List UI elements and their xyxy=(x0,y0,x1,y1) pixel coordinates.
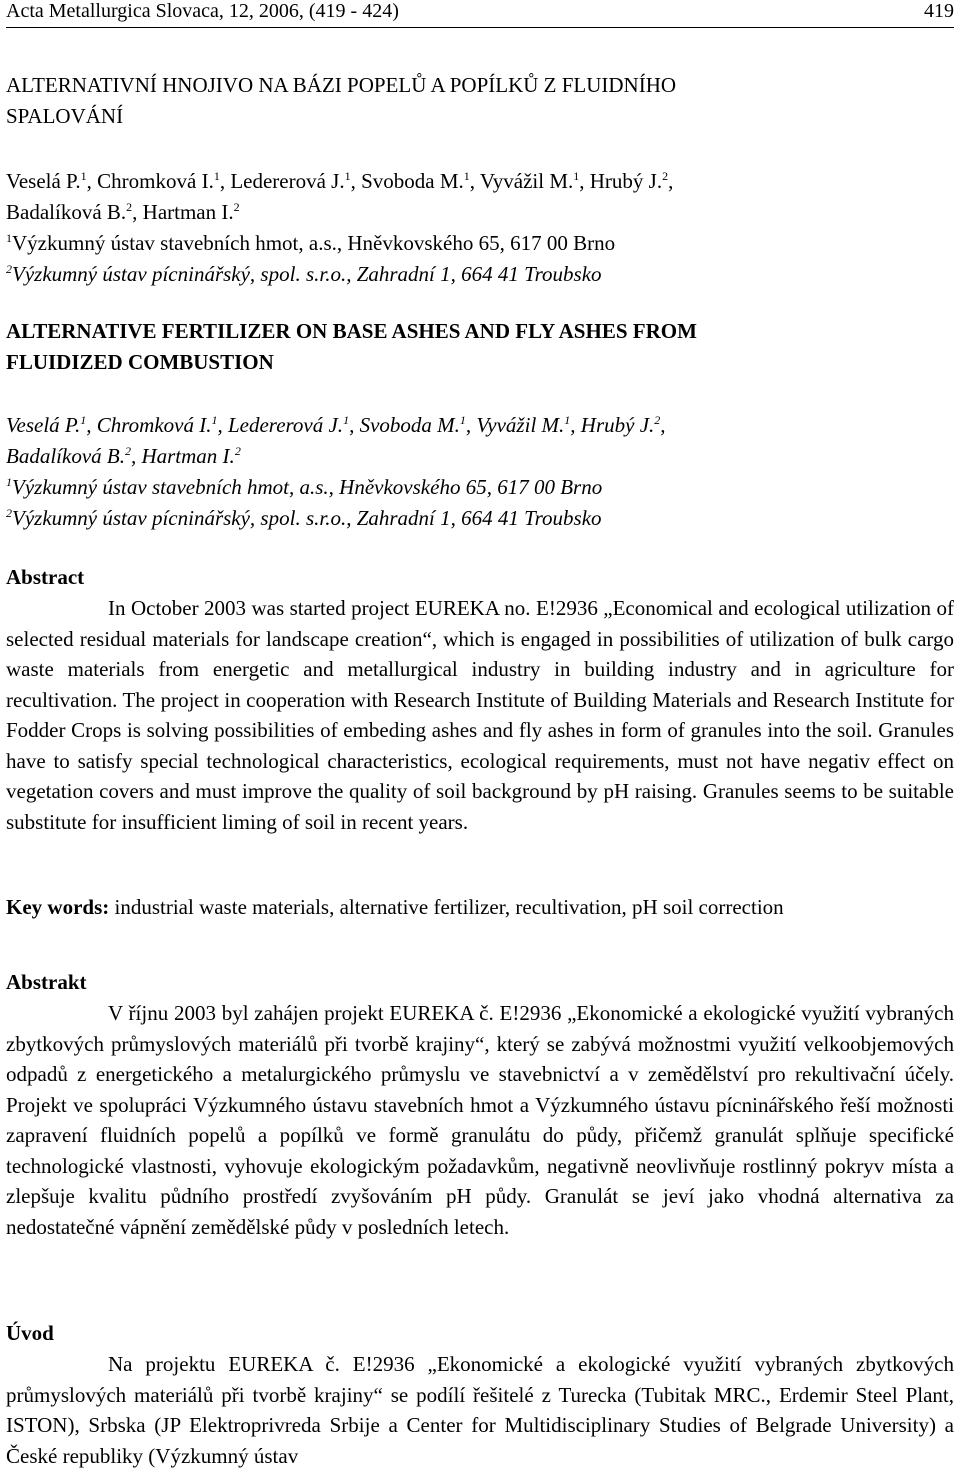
english-title: ALTERNATIVE FERTILIZER ON BASE ASHES AND FLY ASHES FROM FLUIDIZED COMBUSTION xyxy=(6,319,697,374)
abstract-cz-text: V říjnu 2003 byl zahájen projekt EUREKA č. E!2936 „Ekonomické a ekologické využití vybraných zbytkových průmyslových materiálů při tvorbě krajiny“, který se zabývá možnostmi využití velkoobjemových odpadů z energetického a metalurgického průmyslu ve stavebnictví a v zemědělství pro rekultivační účely. Projekt ve spolupráci Výzkumného ústavu stavebních hmot a Výzkumného ústavu pícninářského řeší možnosti zapravení fluidních popelů a popílků ve formě granulátu do půdy, přičemž granulát splňuje specifické technologické vlastnosti, vyhovuje ekologickým požadavkům, negativně neovlivňuje rostlinný pokryv místa a zlepšuje kvalitu půdního prostředí zvyšováním pH půdy. Granulát se jeví jako vhodná alternativa za nedostatečné vápnění zemědělské půdy v posledních letech. xyxy=(6,1001,954,1239)
intro-section xyxy=(6,1318,954,1471)
authors-cz: Veselá P.$^1$, Chromková I.$^1$, Ledererová J.$^1$, Svoboda M.$^1$, Vyvážil M.$^1$, Hrubý J.$^2$, Badalíková B.$^2$, Hartman I.$^2$ $^1$Výzkumný ústav stavebních hmot, a.s., Hněvkovského 65, 617 00 Brno $^2$Výzkumný ústav pícninářský, spol. s.r.o., Zahradní 1, 664 41 Troubsko xyxy=(6,166,954,290)
affiliation-1: $^1$Výzkumný ústav stavebních hmot, a.s., Hněvkovského 65, 617 00 Brno xyxy=(6,231,616,255)
intro-text: Na projektu EUREKA č. E!2936 „Ekonomické a ekologické využití vybraných zbytkových průmyslových materiálů při tvorbě krajiny“ se podílí řešitelé z Turecka (Tubitak MRC., Erdemir Steel Plant, ISTON), Srbska (JP Elektroprivreda Srbije a Center for Multidisciplinary Studies of Belgrade University) a České republiky (Výzkumný ústav xyxy=(6,1352,954,1468)
intro-heading: Úvod xyxy=(6,1321,54,1345)
abstract-en-text: In October 2003 was started project EUREKA no. E!2936 „Economical and ecological utilization of selected residual materials for landscape creation“, which is engaged in possibilities of utilization of bulk cargo waste materials from energetic and metallurgical industry in building industry and in agriculture for recultivation. The project in cooperation with Research Institute of Building Materials and Research Institute for Fodder Crops is solving possibilities of embeding ashes and fly ashes in form of granules into the soil. Granules have to satisfy special technological characteristics, ecological requirements, must not have negativ effect on vegetation covers and must improve the quality of soil background by pH raising. Granules seems to be suitable substitute for insufficient liming of soil in recent years. xyxy=(6,596,954,834)
affiliation-2: $^2$Výzkumný ústav pícninářský, spol. s.r.o., Zahradní 1, 664 41 Troubsko xyxy=(6,262,602,286)
journal-citation: Acta Metallurgica Slovaca, 12, 2006, (419 - 424) xyxy=(6,0,399,22)
abstract-cz-section xyxy=(6,967,954,1242)
abstrakt-heading: Abstrakt xyxy=(6,970,87,994)
header-rule xyxy=(6,27,954,28)
affiliation-2-en: $^2$Výzkumný ústav pícninářský, spol. s.r.o., Zahradní 1, 664 41 Troubsko xyxy=(6,506,602,530)
keywords-label: Key words: xyxy=(6,895,110,919)
page-number: 419 xyxy=(924,0,954,22)
keywords-text: industrial waste materials, alternative fertilizer, recultivation, pH soil correction xyxy=(109,895,784,919)
keywords xyxy=(6,892,954,923)
abstract-en-section xyxy=(6,562,954,837)
czech-title: ALTERNATIVNÍ HNOJIVO NA BÁZI POPELŮ A POPÍLKŮ Z FLUIDNÍHO SPALOVÁNÍ xyxy=(6,73,677,128)
authors-en: Veselá P.$^1$, Chromková I.$^1$, Ledererová J.$^1$, Svoboda M.$^1$, Vyvážil M.$^1$, Hrubý J.$^2$, Badalíková B.$^2$, Hartman I.$^2$ $^1$Výzkumný ústav stavebních hmot, a.s., Hněvkovského 65, 617 00 Brno $^2$Výzkumný ústav pícninářský, spol. s.r.o., Zahradní 1, 664 41 Troubsko xyxy=(6,410,954,534)
affiliation-1-en: $^1$Výzkumný ústav stavebních hmot, a.s., Hněvkovského 65, 617 00 Brno xyxy=(6,475,603,499)
running-header xyxy=(6,0,954,26)
abstract-heading: Abstract xyxy=(6,565,85,589)
